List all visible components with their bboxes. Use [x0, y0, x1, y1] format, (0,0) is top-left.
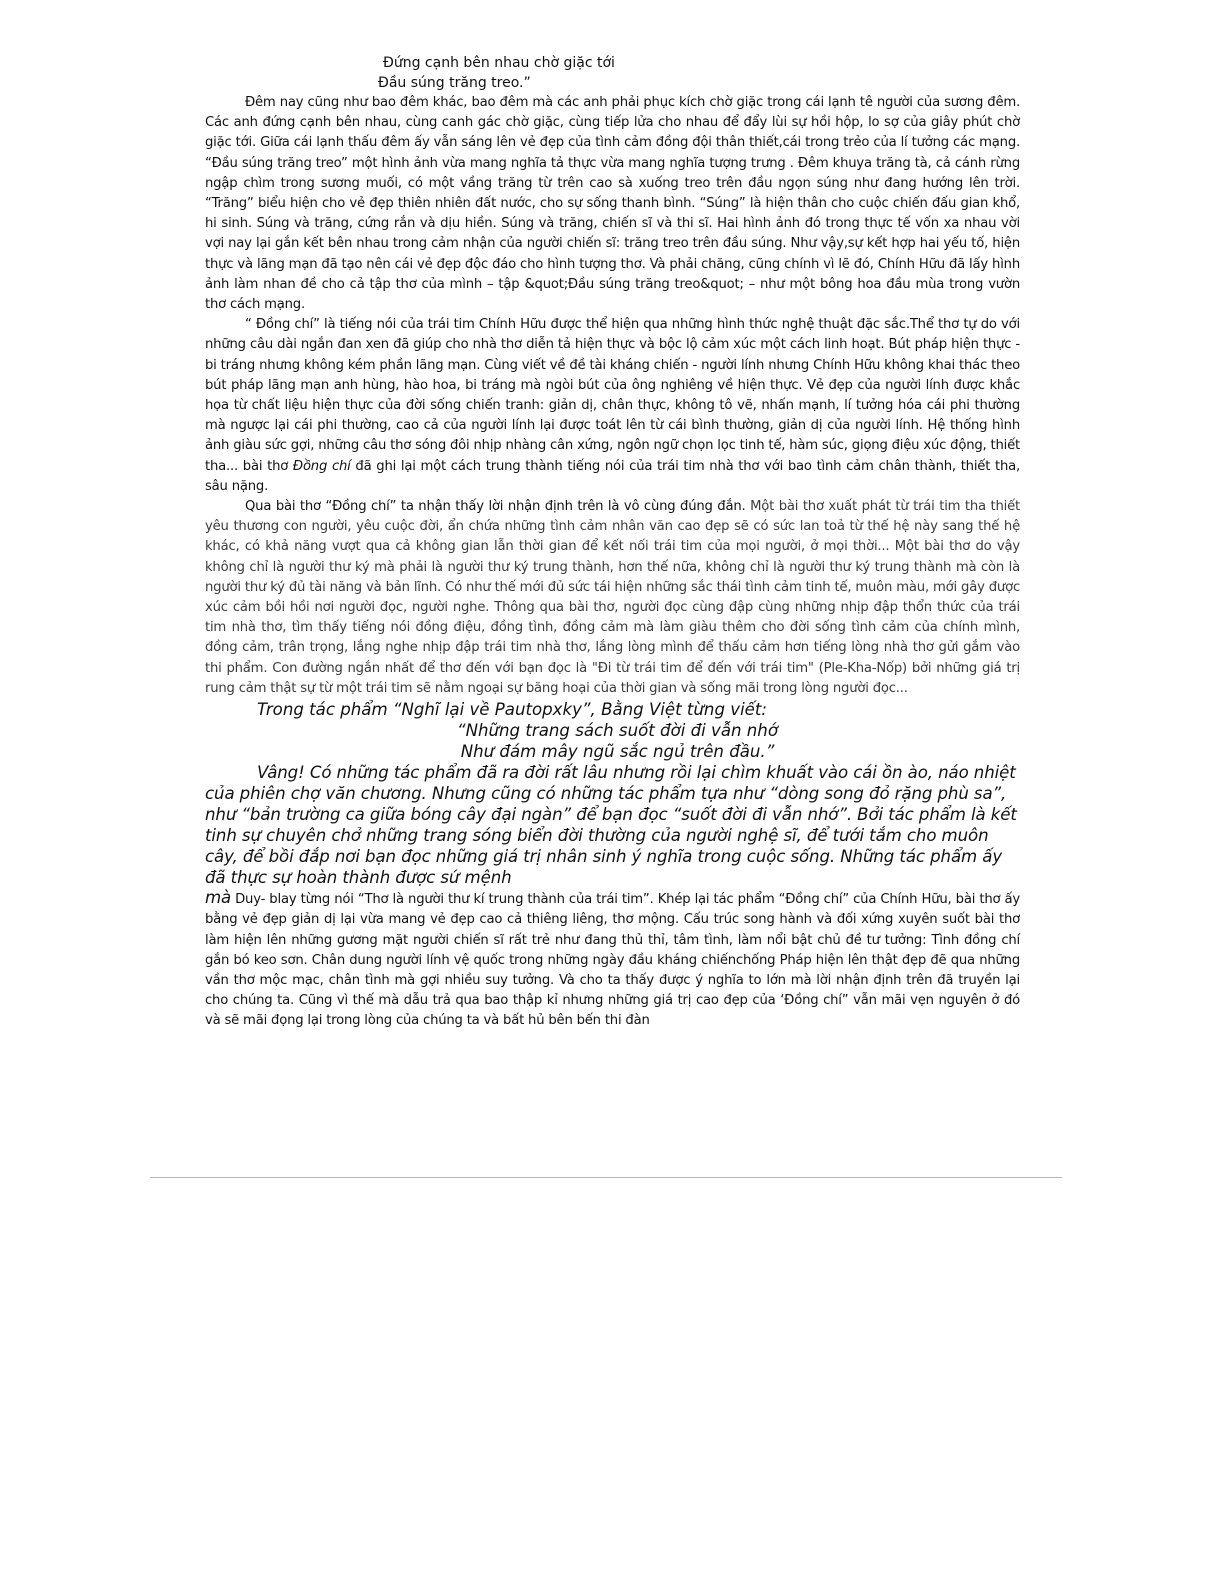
document-body — [205, 53, 1020, 1032]
page-footer-rule — [150, 1177, 1062, 1178]
paragraph-2-italic-title: Đồng chí — [292, 458, 351, 474]
final-paragraph-italic-start: mà — [205, 888, 231, 908]
quote-intro: Trong tác phẩm “Nghĩ lại về Pautopxky”, Bằng Việt từng viết: — [257, 700, 767, 720]
paragraph-1: Đêm nay cũng như bao đêm khác, bao đêm mà các anh phải phục kích chờ giặc trong cái lạnh tê người của sương đêm. Các anh đứng cạnh bên nhau, cùng canh gác chờ giặc, cùng tiếp lửa cho nhau để đẩy lùi sự hồi hộp, lo sợ của giây phút chờ giặc tới. Giữa cái lạnh thấu đêm ấy vẫn sáng lên vẻ đẹp của tình cảm đồng đội thân thiết,cái trong trẻo của lí tưởng các mạng. “Đầu súng trăng treo” một hình ảnh vừa mang nghĩa tả thực vừa mang nghĩa tượng trưng . Đêm khuya trăng tà, cả cánh rừng ngập chìm trong sương muối, có một vầng trăng từ trên cao sà xuống treo trên đầu ngọn súng như đang hướng lên trời. “Trăng” biểu hiện cho vẻ đẹp thiên nhiên đất nước, cho sự sống thanh bình. “Súng” là hiện thân cho cuộc chiến đấu gian khổ, hi sinh. Súng và trăng, cứng rắn và dịu hiền. Súng và trăng, chiến sĩ và thi sĩ. Hai hình ảnh đó trong thực tế vốn xa nhau vời vợi nay lại gắn kết bên nhau trong cảm nhận của người chiến sĩ: trăng treo trên đầu súng. Như vậy,sự kết hợp hai yếu tố, hiện thực và lãng mạn đã tạo nên cái vẻ đẹp độc đáo cho hình tượng thơ. Và phải chăng, cũng chính vì lẽ đó, Chính Hữu đã lấy hình ảnh làm nhan đề cho cả tập thơ của mình – tập &quot;Đầu súng trăng treo&quot; – như một bông hoa đầu mùa trong vườn thơ cách mạng. — [205, 95, 1020, 313]
paragraph-3-rest: Một bài thơ xuất phát từ trái tim tha thiết yêu thương con người, yêu cuộc đời, ẩn chứa những tình cảm nhân văn cao đẹp sẽ có sức lan toả từ thế hệ này sang thế hệ khác, có khả năng vượt qua cả không gian lẫn thời gian để kết nối trái tim của mọi người, ở mọi thời... Một bài thơ do vậy không chỉ là người thư ký mà phải là người thư ký trung thành, hơn thế nữa, không chỉ là người thư ký trung thành mà còn là người thư ký đủ tài năng và bản lĩnh. Có như thế mới đủ sức tái hiện những sắc thái tình cảm tinh tế, muôn màu, mới gây được xúc cảm bồi hồi nơi người đọc, người nghe. Thông qua bài thơ, người đọc cùng đập cùng những nhịp đập thổn thức của trái tim nhà thơ, tìm thấy tiếng nói đồng điệu, đồng tình, đồng cảm mà làm giàu thêm cho đời sống tình cảm của chính mình, đồng cảm, trân trọng, lắng nghe nhịp đập trái tim nhà thơ, lắng lòng mình để thấu cảm hơn tiếng lòng nhà thơ gửi gắm vào thi phẩm. Con đường ngắn nhất để thơ đến với bạn đọc là "Đi từ trái tim để đến với trái tim" (Ple-Kha-Nốp) bởi những giá trị rung cảm thật sự từ một trái tim sẽ nằm ngoại sự băng hoại của thời gian và sống mãi trong lòng người đọc... — [205, 499, 1020, 696]
paragraph-3-lead: Qua bài thơ “Đồng chí” ta nhận thấy lời nhận định trên là vô cùng đúng đắn. — [245, 499, 746, 515]
paragraph-2-text-b: đã ghi lại một cách trung thành tiếng nói của trái tim nhà thơ với bao tình cảm chân thành, thiết tha, sâu nặng. — [205, 458, 1020, 494]
verse-line-1: Đứng cạnh bên nhau chờ giặc tới — [383, 55, 615, 71]
paragraph-2-text-a: “ Đồng chí” là tiếng nói của trái tim Chính Hữu được thể hiện qua những hình thức nghệ thuật đặc sắc.Thể thơ tự do với những câu dài ngắn đan xen đã giúp cho nhà thơ diễn tả hiện thực và bộc lộ cảm xúc một cách linh hoạt. Bút pháp hiện thực - bi tráng nhưng không kém phần lãng mạn. Cùng viết về đề tài kháng chiến - người lính nhưng Chính Hữu không khai thác theo bút pháp lãng mạn anh hùng, hào hoa, bi tráng mà ngòi bút của ông nghiêng về hiện thực. Vẻ đẹp của người lính được khắc họa từ chất liệu hiện thực của đời sống chiến tranh: giản dị, chân thực, không tô vẽ, nhấn mạnh, lí tưởng hóa cái phi thường mà ngược lại cái phi thường, cao cả của người lính lại được toát lên từ cái bình thường, giản dị của người lính. Hệ thống hình ảnh giàu sức gợi, những câu thơ sóng đôi nhịp nhàng cân xứng, ngôn ngữ chọn lọc tinh tế, hàm súc, giọng điệu xúc động, thiết tha... bài thơ — [205, 317, 1020, 474]
final-paragraph-text: Duy- blay từng nói “Thơ là người thư kí trung thành của trái tim”. Khép lại tác phẩm “Đồng chí” của Chính Hữu, bài thơ ấy bằng vẻ đẹp giản dị lại vừa mang vẻ đẹp cao cả thiêng liêng, thơ mộng. Cấu trúc song hành và đối xứng xuyên suốt bài thơ làm hiện lên những gương mặt người chiến sĩ rất trẻ như đang thủ thỉ, tâm tình, làm nổi bật chủ đề tư tưởng: Tình đồng chí gắn bó keo sơn. Chân dung người lính vệ quốc trong những ngày đầu kháng chiếnchống Pháp hiện lên thật đẹp đẽ qua những vần thơ mộc mạc, chân tình mà gợi nhiều suy tưởng. Và cho ta thấy được ý nghĩa to lớn mà lời nhận định trên đã truyền lại cho chúng ta. Cũng vì thế mà dẫu trả qua bao thập kỉ nhưng những giá trị cao đẹp của ‘Đồng chí” vẫn mãi vẹn nguyên ở đó và sẽ mãi đọng lại trong lòng của chúng ta và bất hủ bên bến thi đàn — [205, 892, 1020, 1029]
paragraph-3 — [205, 497, 1020, 699]
final-paragraph — [205, 888, 1020, 1031]
paragraph-2 — [205, 315, 1020, 497]
verse-line-2: Đầu súng trăng treo.” — [378, 75, 531, 91]
italic-paragraph: Vâng! Có những tác phẩm đã ra đời rất lâu nhưng rồi lại chìm khuất vào cái ồn ào, náo nhiệt của phiên chợ văn chương. Nhưng cũng có những tác phẩm tựa như “dòng song đỏ rặng phù sa”, như “bản trường ca giữa bóng cây đại ngàn” để bạn đọc “suốt đời đi vẫn nhớ”. Bởi tác phẩm là kết tinh sự chuyên chở những trang sóng biển đời thường của người nghệ sĩ, để tưới tắm cho muôn cây, để bồi đắp nơi bạn đọc những giá trị nhân sinh ý nghĩa trong cuộc sống. Những tác phẩm ấy đã thực sự hoàn thành được sứ mệnh — [205, 763, 1017, 888]
quote-line-1: “Những trang sách suốt đời đi vẫn nhớ — [457, 721, 778, 741]
quote-line-2: Như đám mây ngũ sắc ngủ trên đầu.” — [460, 742, 775, 762]
